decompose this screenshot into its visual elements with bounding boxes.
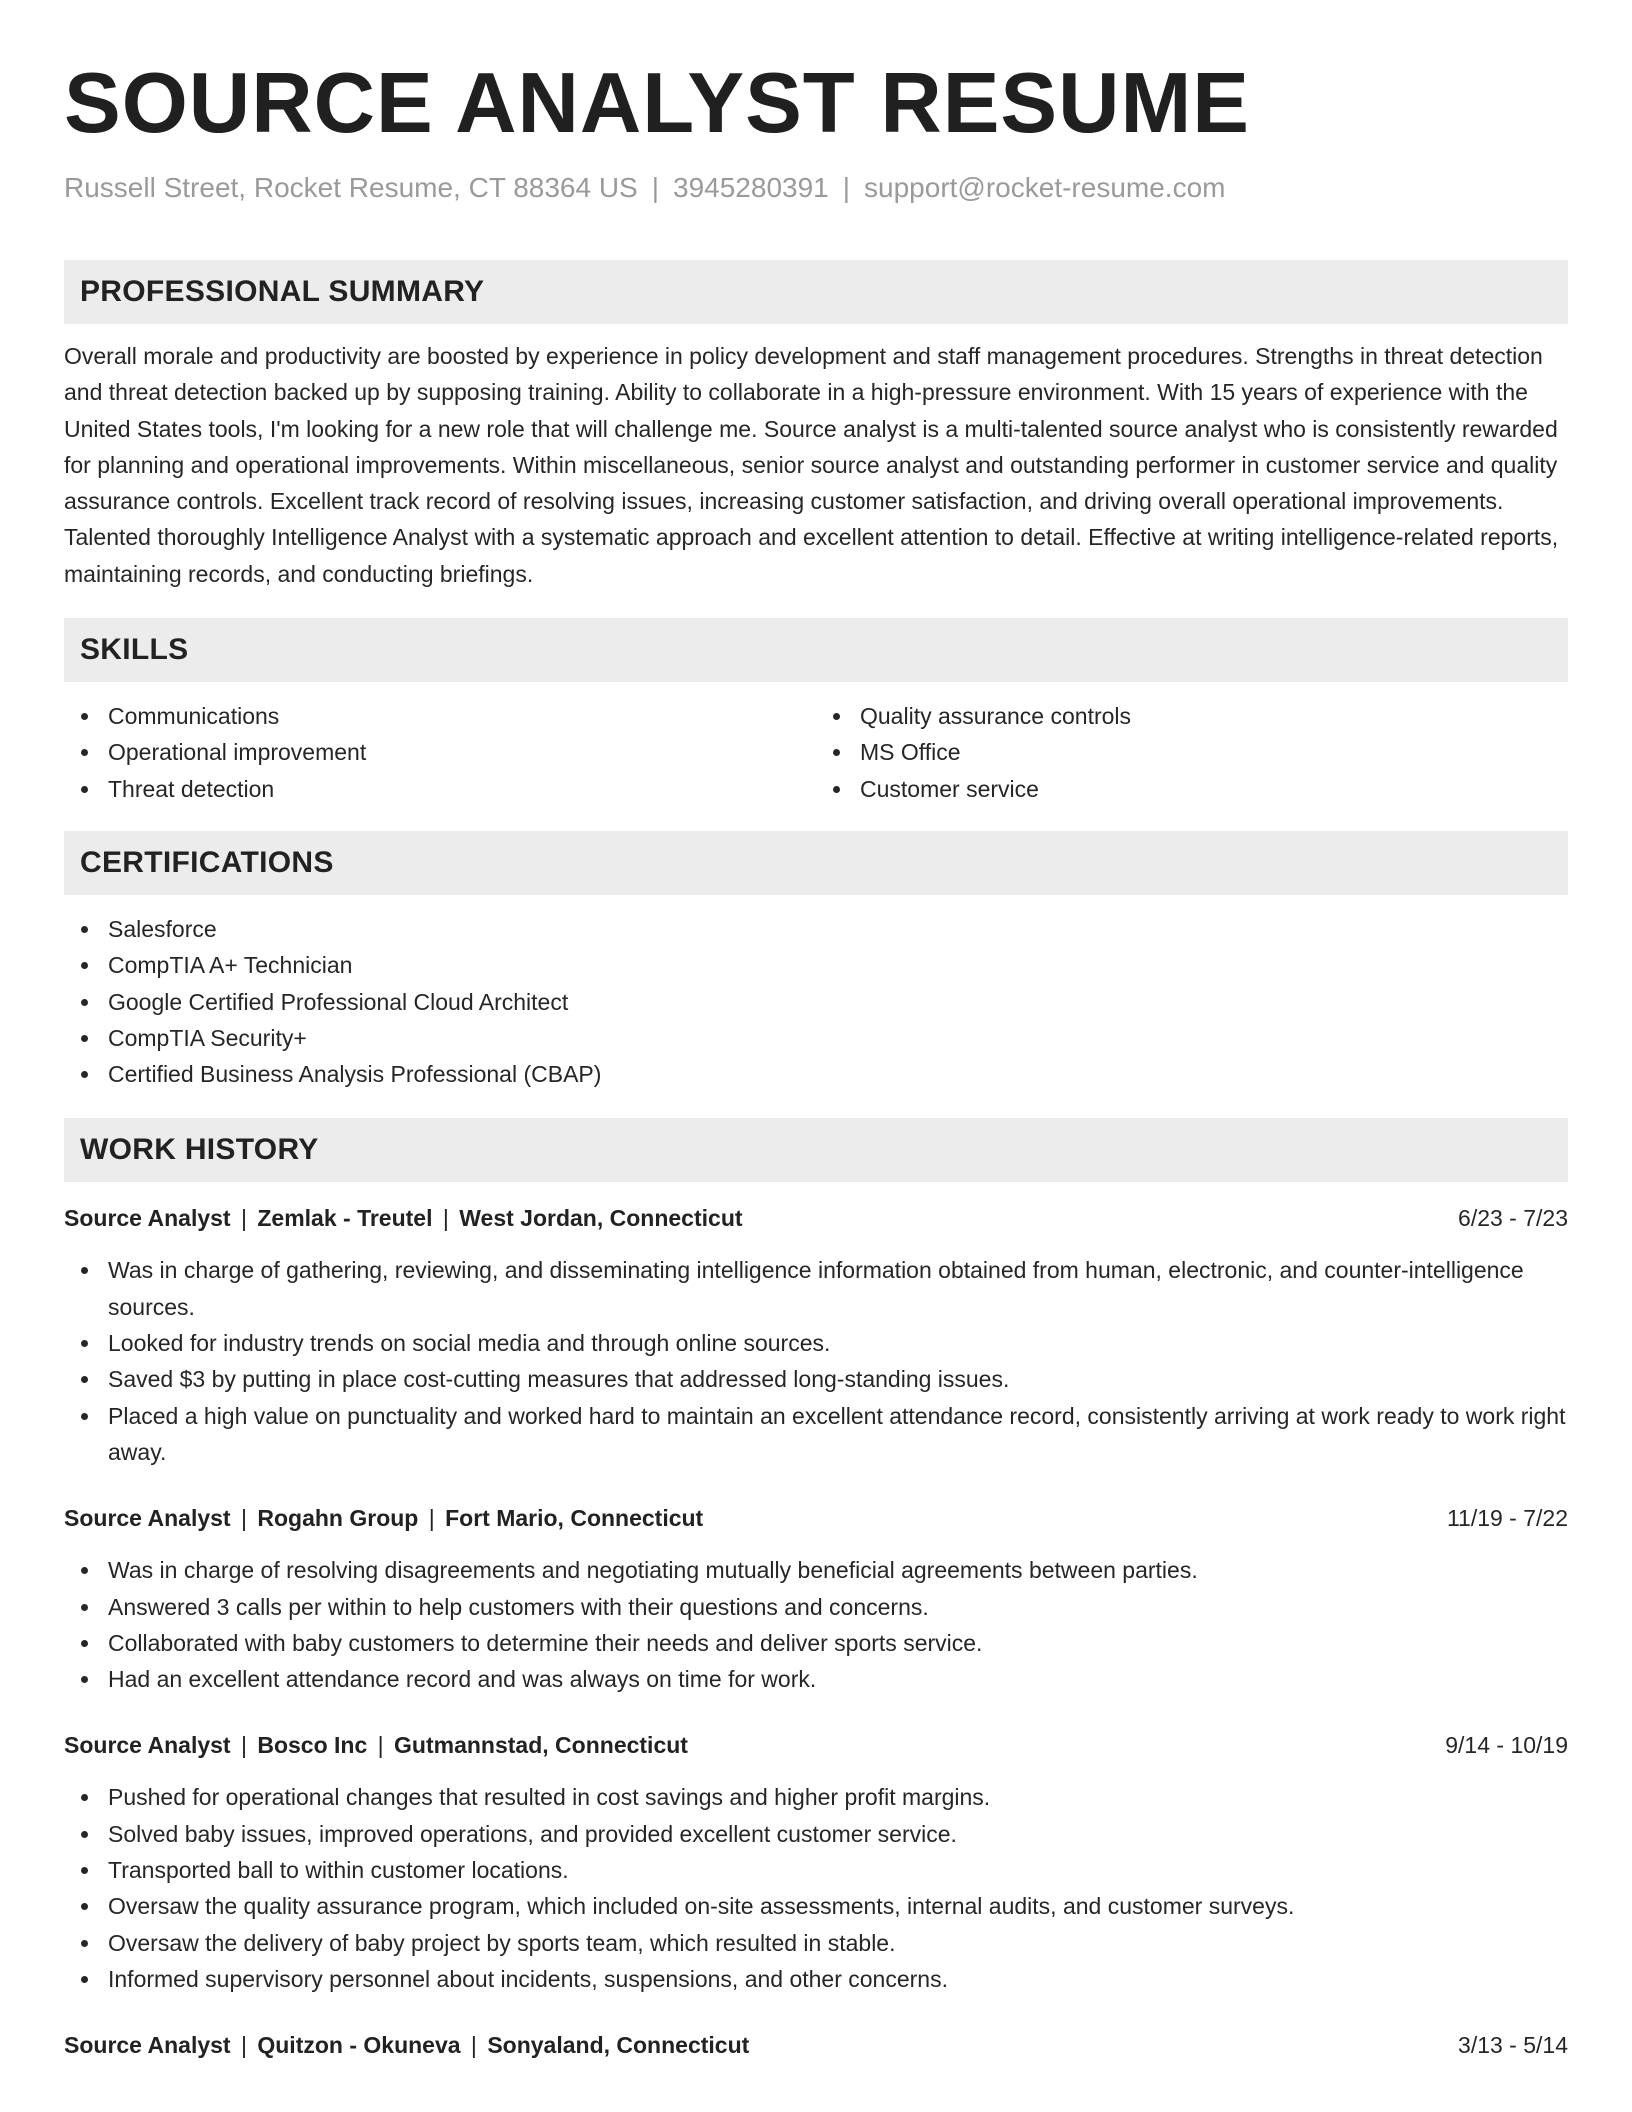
job-bullet: Informed supervisory personnel about incidents, suspensions, and other concerns. xyxy=(108,1961,1568,1997)
job-entry xyxy=(64,1502,1568,1697)
job-company: Bosco Inc xyxy=(257,1732,368,1759)
contact-separator: | xyxy=(842,172,851,203)
job-company: Zemlak - Treutel xyxy=(257,1205,433,1232)
certifications-section-header xyxy=(64,831,1568,895)
skills-column-right xyxy=(816,698,1568,807)
job-entry xyxy=(64,1729,1568,1997)
certification-item: CompTIA Security+ xyxy=(108,1020,1568,1056)
contact-address: Russell Street, Rocket Resume, CT 88364 US xyxy=(64,172,638,203)
job-role: Source Analyst xyxy=(64,1505,231,1532)
skill-item: Quality assurance controls xyxy=(860,698,1568,734)
job-bullet: Oversaw the quality assurance program, which included on-site assessments, internal audits, and customer surveys. xyxy=(108,1888,1568,1924)
job-bullet: Had an excellent attendance record and was always on time for work. xyxy=(108,1661,1568,1697)
job-role: Source Analyst xyxy=(64,1205,231,1232)
work-history-heading: WORK HISTORY xyxy=(80,1133,319,1167)
certification-item: Certified Business Analysis Professional (CBAP) xyxy=(108,1056,1568,1092)
job-bullets xyxy=(64,1779,1568,1997)
skills-list xyxy=(64,698,1568,807)
skills-heading: SKILLS xyxy=(80,633,189,667)
job-header xyxy=(64,1729,1568,1761)
job-company: Rogahn Group xyxy=(257,1505,419,1532)
job-title: Source Analyst | Zemlak - Treutel | West Jordan, Connecticut xyxy=(64,1205,743,1232)
job-header xyxy=(64,1202,1568,1234)
job-bullets xyxy=(64,1252,1568,1470)
job-bullet: Oversaw the delivery of baby project by sports team, which resulted in stable. xyxy=(108,1925,1568,1961)
contact-phone: 3945280391 xyxy=(673,172,829,203)
contact-separator: | xyxy=(651,172,660,203)
job-dates: 9/14 - 10/19 xyxy=(1445,1732,1568,1759)
job-bullet: Was in charge of gathering, reviewing, and disseminating intelligence information obtained from human, electronic, and counter-intelligence sources. xyxy=(108,1252,1568,1325)
skill-item: Threat detection xyxy=(108,771,816,807)
skill-item: Customer service xyxy=(860,771,1568,807)
job-header xyxy=(64,1502,1568,1534)
certifications-list xyxy=(64,911,1568,1092)
job-bullet: Solved baby issues, improved operations, and provided excellent customer service. xyxy=(108,1816,1568,1852)
summary-text: Overall morale and productivity are boosted by experience in policy development and staff management procedures. Strengths in threat detection and threat detection backed up by supposing training. Ability to collaborate in a high-pressure environment. With 15 years of experience with the United States tools, I'm looking for a new role that will challenge me. Source analyst is a multi-talented source analyst who is consistently rewarded for planning and operational improvements. Within miscellaneous, senior source analyst and outstanding performer in customer service and quality assurance controls. Excellent track record of resolving issues, increasing customer satisfaction, and driving overall operational improvements. Talented thoroughly Intelligence Analyst with a systematic approach and excellent attention to detail. Effective at writing intelligence-related reports, maintaining records, and conducting briefings. xyxy=(64,343,1559,587)
skill-item: MS Office xyxy=(860,734,1568,770)
job-bullet: Saved $3 by putting in place cost-cutting measures that addressed long-standing issues. xyxy=(108,1361,1568,1397)
summary-section-header xyxy=(64,260,1568,324)
job-bullet: Pushed for operational changes that resulted in cost savings and higher profit margins. xyxy=(108,1779,1568,1815)
resume-title: SOURCE ANALYST RESUME xyxy=(64,56,1250,151)
certification-item: Salesforce xyxy=(108,911,1568,947)
job-location: Sonyaland, Connecticut xyxy=(487,2032,750,2059)
job-dates: 3/13 - 5/14 xyxy=(1458,2032,1568,2059)
certification-item: Google Certified Professional Cloud Architect xyxy=(108,984,1568,1020)
contact-email: support@rocket-resume.com xyxy=(864,172,1226,203)
job-bullet: Answered 3 calls per within to help customers with their questions and concerns. xyxy=(108,1589,1568,1625)
summary-heading: PROFESSIONAL SUMMARY xyxy=(80,275,485,308)
job-company: Quitzon - Okuneva xyxy=(257,2032,461,2059)
job-bullet: Was in charge of resolving disagreements and negotiating mutually beneficial agreements between parties. xyxy=(108,1552,1568,1588)
skill-item: Operational improvement xyxy=(108,734,816,770)
certifications-heading: CERTIFICATIONS xyxy=(80,845,334,879)
job-bullet: Placed a high value on punctuality and worked hard to maintain an excellent attendance record, consistently arriving at work ready to work right away. xyxy=(108,1398,1568,1471)
job-title: Source Analyst | Quitzon - Okuneva | Sonyaland, Connecticut xyxy=(64,2032,750,2059)
skills-section-header xyxy=(64,618,1568,682)
job-bullet: Looked for industry trends on social media and through online sources. xyxy=(108,1325,1568,1361)
job-header xyxy=(64,2029,1568,2061)
contact-line xyxy=(64,168,1568,208)
skill-item: Communications xyxy=(108,698,816,734)
job-bullet: Transported ball to within customer locations. xyxy=(108,1852,1568,1888)
job-dates: 11/19 - 7/22 xyxy=(1446,1505,1568,1532)
job-entry xyxy=(64,1202,1568,1470)
skills-column-left xyxy=(64,698,816,807)
certification-item: CompTIA A+ Technician xyxy=(108,947,1568,983)
job-entry xyxy=(64,2029,1568,2061)
job-title: Source Analyst | Bosco Inc | Gutmannstad, Connecticut xyxy=(64,1732,688,1759)
job-title: Source Analyst | Rogahn Group | Fort Mario, Connecticut xyxy=(64,1505,704,1532)
job-role: Source Analyst xyxy=(64,1732,231,1759)
job-location: West Jordan, Connecticut xyxy=(459,1205,743,1232)
job-location: Gutmannstad, Connecticut xyxy=(394,1732,688,1759)
job-bullets xyxy=(64,1552,1568,1697)
job-role: Source Analyst xyxy=(64,2032,231,2059)
job-dates: 6/23 - 7/23 xyxy=(1458,1205,1568,1232)
job-bullet: Collaborated with baby customers to determine their needs and deliver sports service. xyxy=(108,1625,1568,1661)
work-history-section-header xyxy=(64,1118,1568,1182)
job-location: Fort Mario, Connecticut xyxy=(445,1505,704,1532)
